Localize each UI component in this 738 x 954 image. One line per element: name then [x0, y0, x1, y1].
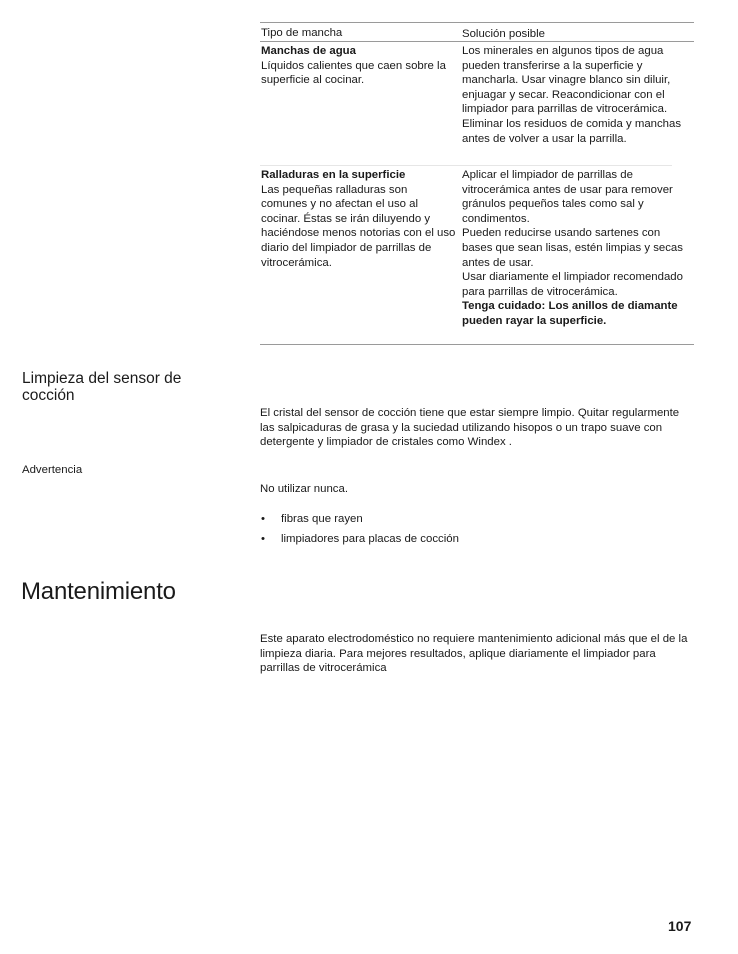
never-use-text: No utilizar nunca.: [260, 483, 349, 495]
list-item-text: fibras que rayen: [281, 513, 363, 525]
solution-cell: Los minerales en algunos tipos de agua pueden transferirse a la superficie y mancharla. Usar vinagre blanco sin diluir, enjuagar y secar. Reacondicionar con el limpiador para parrillas de vitrocerámica. Eliminar los residuos de comida y manchas antes de volver a usar la parrilla.: [462, 45, 682, 145]
section-heading-maintenance: Mantenimiento: [21, 578, 176, 605]
bullet-icon: •: [261, 513, 265, 525]
list-item: [260, 512, 680, 532]
table-row-divider: [260, 165, 672, 166]
stain-type-title: Ralladuras en la superficie: [261, 169, 406, 181]
list-item: [260, 532, 680, 552]
table-header-stain-type: Tipo de mancha: [261, 27, 343, 39]
solution-line: Pueden reducirse usando sartenes con bases que sean lisas, estén limpias y secas antes de usar.: [462, 227, 683, 269]
solution-warning: Tenga cuidado: Los anillos de diamante pueden rayar la superficie.: [462, 300, 678, 327]
maintenance-paragraph: Este aparato electrodoméstico no requiere mantenimiento adicional más que el de la limpieza diaria. Para mejores resultados, aplique diariamente el limpiador para parrillas de vitrocerámica: [260, 633, 688, 675]
page-number: 107: [668, 918, 692, 934]
stain-type-title: Manchas de agua: [261, 45, 356, 57]
warning-label: Advertencia: [22, 464, 83, 476]
stain-type-description: Las pequeñas ralladuras son comunes y no afectan el uso al cocinar. Éstas se irán diluyendo y haciéndose menos notorias con el uso diario del limpiador de parrillas de vitrocerámica.: [261, 183, 456, 269]
table-bottom-rule: [260, 344, 694, 345]
table-header-solution: Solución posible: [462, 28, 545, 40]
solution-cell: [462, 168, 687, 329]
sensor-paragraph: El cristal del sensor de cocción tiene que estar siempre limpio. Quitar regularmente las salpicaduras de grasa y la suciedad utilizando hisopos o un trapo suave con detergente y limpiador de cristales como Windex .: [260, 407, 680, 449]
table-top-rule: [260, 22, 694, 23]
never-use-list: [260, 512, 680, 552]
solution-line: Aplicar el limpiador de parrillas de vitrocerámica antes de usar para remover gránulos pequeños tales como sal y condimentos.: [462, 169, 673, 225]
table-header-rule: [260, 41, 694, 42]
bullet-icon: •: [261, 533, 265, 545]
table-row: [261, 168, 456, 270]
list-item-text: limpiadores para placas de cocción: [281, 533, 459, 545]
solution-line: Usar diariamente el limpiador recomendado para parrillas de vitrocerámica.: [462, 271, 683, 298]
section-heading-sensor: Limpieza del sensor de cocción: [22, 370, 182, 404]
stain-type-description: Líquidos calientes que caen sobre la superficie al cocinar.: [261, 59, 446, 87]
table-row: [261, 44, 456, 88]
